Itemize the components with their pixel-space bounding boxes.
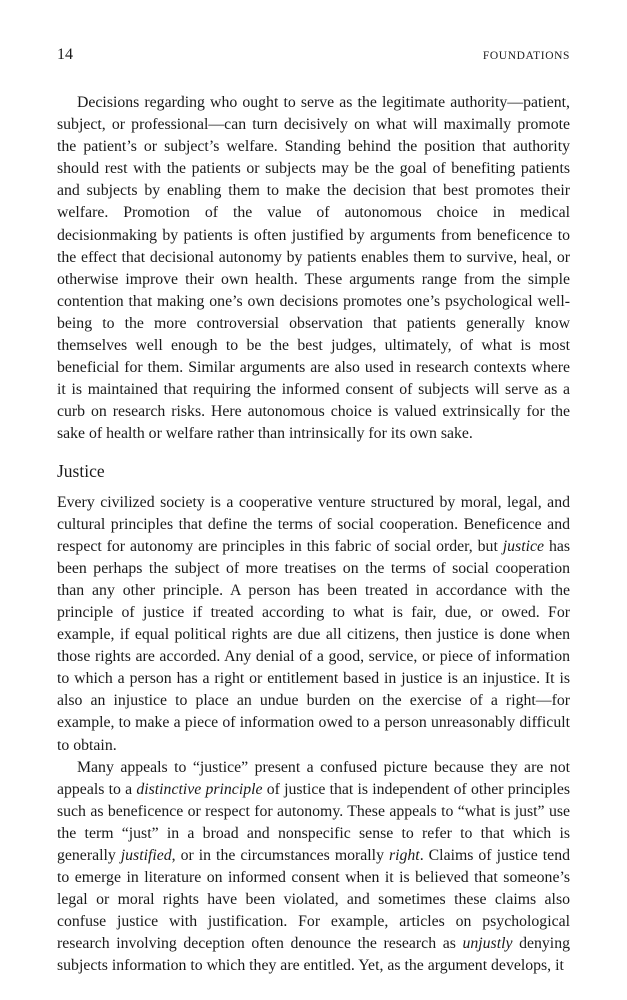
emphasis-justice: justice bbox=[502, 537, 545, 555]
section-heading-justice: Justice bbox=[57, 460, 105, 481]
text-run: . Claims of justice tend to emerge in literature on informed consent when it is believed that someone’s legal or moral rights have been violated, and sometimes these claims also confuse justice with justification. For example, articles on psychological research involving deception often denounce the research as bbox=[57, 847, 570, 953]
text-run: has been perhaps the subject of more treatises on the terms of social cooperation than any other principle. A person has been treated in accordance with the principle of justice if treated according to what is fair, due, or owed. For example, if equal political rights are due all citizens, then justice is done when those rights are accorded. Any denial of a good, service, or piece of information to which a person has a right or entitlement based in justice is an injustice. It is also an injustice to place an undue burden on the exercise of a right—for example, to make a piece of information owed to a person unreasonably difficult to obtain. bbox=[57, 537, 570, 754]
emphasis-right: right bbox=[388, 847, 420, 864]
paragraph-authority: Decisions regarding who ought to serve as the legitimate authority—patient, subject, or professional—can turn decisively on what will maximally promote the patient’s or subject’s welfare. Standing behind the position that authority should rest with the patients or subjects may be the goal of benefiting patients and subjects by enabling them to make the decision that best promotes their welfare. Promotion of the value of autonomous choice in medical decisionmaking by patients is often justified by arguments from beneficence to the effect that decisional autonomy by patients enables them to survive, heal, or otherwise improve their own health. These arguments range from the simple contention that making one’s own decisions promotes one’s psychological well-being to the more controversial observation that patients generally know themselves well enough to be the best judges, ultimately, of what is most beneficial for them. Similar arguments are also used in research contexts where it is maintained that requiring the informed consent of subjects will serve as a curb on research risks. Here autonomous choice is valued extrinsically for the sake of health or welfare rather than intrinsically for its own sake. bbox=[57, 94, 570, 443]
emphasis-justified: justified bbox=[120, 847, 172, 864]
running-head: FOUNDATIONS bbox=[482, 50, 570, 62]
text-run: denying subjects information to which they are entitled. Yet, as the argument develops, it bbox=[57, 935, 570, 975]
text-run: , or in the circumstances morally bbox=[171, 847, 389, 864]
page-header bbox=[57, 46, 570, 70]
paragraph-justice-definition bbox=[57, 492, 570, 757]
text-run: Many appeals to “justice” present a confused picture because they are not appeals to a bbox=[57, 758, 570, 798]
paragraph-justice-appeals bbox=[57, 757, 570, 978]
emphasis-unjustly: unjustly bbox=[462, 935, 513, 953]
emphasis-distinctive-principle: distinctive principle bbox=[136, 780, 263, 798]
text-run: Every civilized society is a cooperative venture structured by moral, legal, and cultural principles that define the terms of social cooperation. Beneficence and respect for autonomy are principles in this fabric of social order, but bbox=[57, 493, 570, 555]
page-number: 14 bbox=[57, 46, 73, 63]
body-text bbox=[57, 92, 570, 978]
text-run: of justice that is independent of other principles such as beneficence or respect for autonomy. These appeals to “what is just” use the term “just” in a broad and nonspecific sense to refer to that which is generally bbox=[57, 780, 571, 864]
